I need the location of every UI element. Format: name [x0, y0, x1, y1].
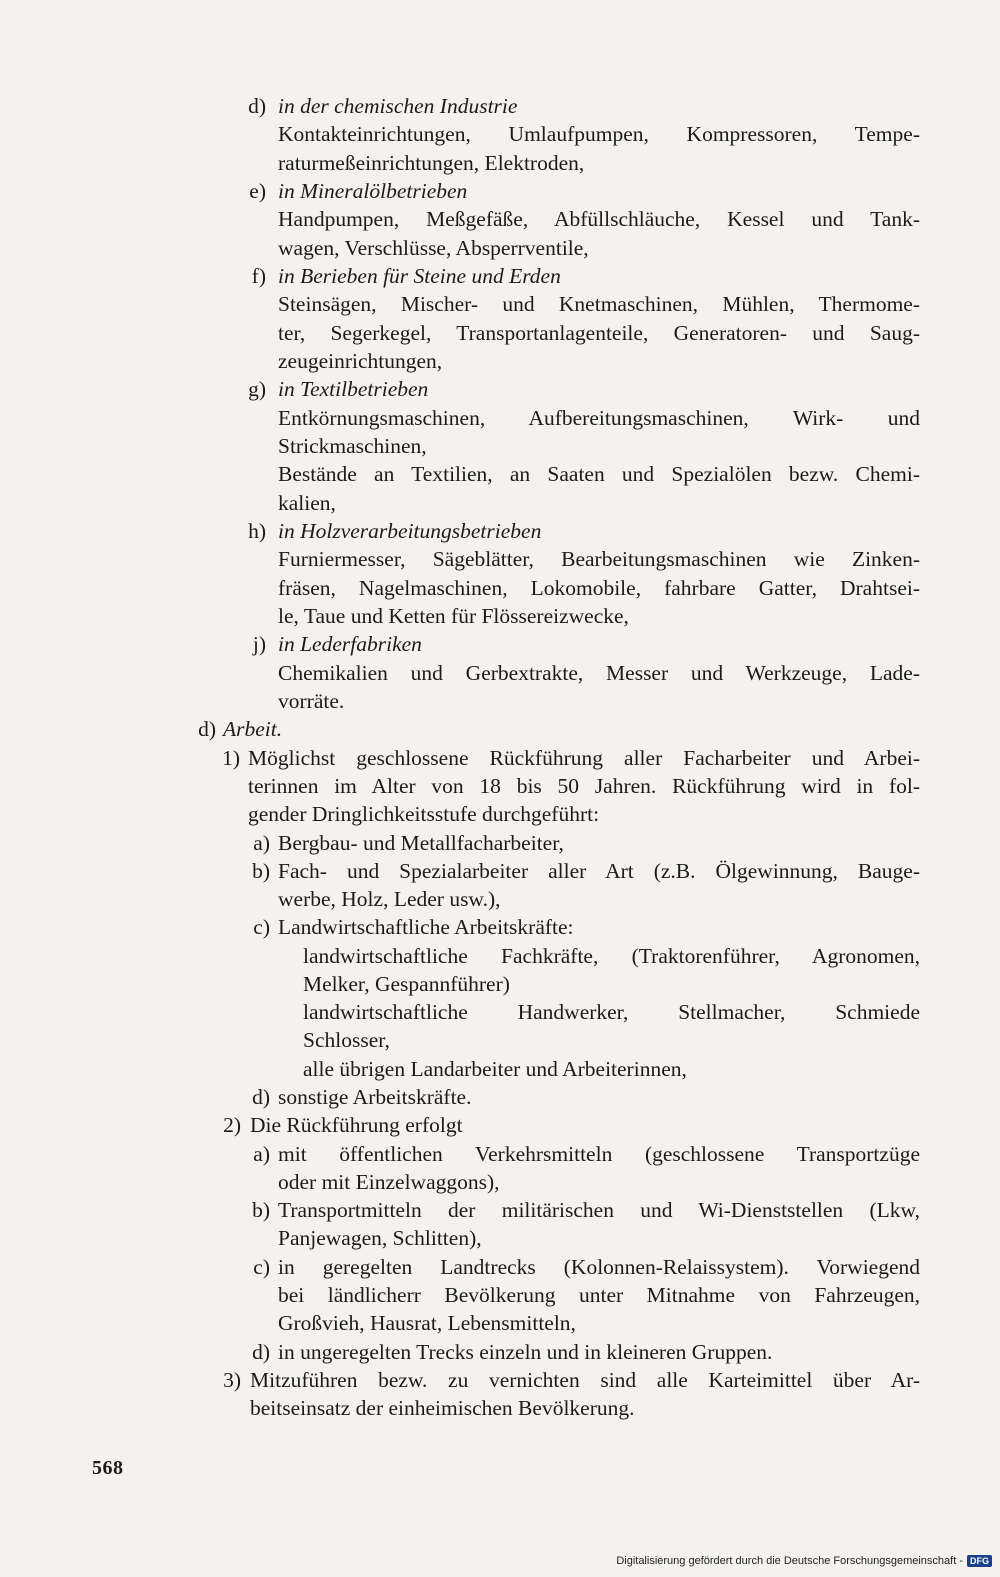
text-line: [278, 205, 920, 233]
line-text: mit öffentlichen Verkehrsmitteln (geschlossene Transportzüge: [278, 1142, 920, 1166]
line-text: Steinsägen, Mischer- und Knetmaschinen, Mühlen, Thermome-: [278, 292, 920, 316]
line-text: Die Rückführung erfolgt: [250, 1113, 463, 1137]
text-line: [250, 1394, 635, 1422]
line-text: Landwirtschaftliche Arbeitskräfte:: [278, 915, 574, 939]
line-text: Transportmitteln der militärischen und Wi-Dienststellen (Lkw,: [278, 1198, 920, 1222]
text-line: [303, 1026, 390, 1054]
text-line: [278, 319, 920, 347]
line-text: Strickmaschinen,: [278, 434, 427, 458]
text-line: [252, 1083, 472, 1111]
line-text: zeugeinrichtungen,: [278, 349, 443, 373]
section-heading: in Lederfabriken: [278, 632, 422, 656]
line-text: Panjewagen, Schlitten),: [278, 1226, 482, 1250]
list-marker: e): [249, 179, 266, 203]
text-line: [223, 1111, 463, 1139]
list-marker: a): [253, 1142, 270, 1166]
section-heading: in Mineralölbetrieben: [278, 179, 468, 203]
list-marker: d): [252, 1085, 270, 1109]
line-text: Schlosser,: [303, 1028, 390, 1052]
text-line: [278, 885, 500, 913]
line-text: Möglichst geschlossene Rückführung aller Facharbeiter und Arbei-: [248, 746, 920, 770]
text-line: [198, 715, 283, 743]
list-marker: h): [248, 519, 266, 543]
text-line: [248, 375, 429, 403]
text-line: [252, 1338, 773, 1366]
text-line: [278, 659, 920, 687]
text-line: [252, 630, 422, 658]
text-line: [278, 574, 920, 602]
line-text: Mitzuführen bezw. zu vernichten sind alle Karteimittel über Ar-: [250, 1368, 920, 1392]
list-marker: 3): [223, 1368, 241, 1392]
line-text: Furniermesser, Sägeblätter, Bearbeitungsmaschinen wie Zinken-: [278, 547, 920, 571]
list-marker: b): [252, 1198, 270, 1222]
text-line: [251, 262, 561, 290]
line-text: sonstige Arbeitskräfte.: [278, 1085, 472, 1109]
text-line: [278, 1309, 576, 1337]
section-heading: in Holzverarbeitungsbetrieben: [278, 519, 542, 543]
line-text: Bergbau- und Metallfacharbeiter,: [278, 831, 564, 855]
text-line: [278, 545, 920, 573]
list-marker: b): [252, 859, 270, 883]
line-text: Entkörnungsmaschinen, Aufbereitungsmaschinen, Wirk- und: [278, 406, 920, 430]
text-line: [278, 404, 920, 432]
section-heading: in Textilbetrieben: [278, 377, 429, 401]
text-line: [303, 970, 510, 998]
line-text: wagen, Verschlüsse, Absperrventile,: [278, 236, 589, 260]
text-line: [253, 829, 564, 857]
line-text: Fach- und Spezialarbeiter aller Art (z.B. Ölgewinnung, Bauge-: [278, 859, 920, 883]
line-text: le, Taue und Ketten für Flössereizwecke,: [278, 604, 629, 628]
text-line: [252, 1196, 920, 1224]
text-line: [303, 942, 920, 970]
list-marker: 1): [222, 746, 240, 770]
text-line: [303, 998, 920, 1026]
line-text: kalien,: [278, 491, 336, 515]
text-line: [278, 290, 920, 318]
text-line: [278, 1168, 500, 1196]
line-text: werbe, Holz, Leder usw.),: [278, 887, 501, 911]
section-heading: Arbeit.: [223, 717, 283, 741]
list-marker: d): [252, 1340, 270, 1364]
list-marker: 2): [223, 1113, 241, 1137]
line-text: bei ländlicherr Bevölkerung unter Mitnahme von Fahrzeugen,: [278, 1283, 920, 1307]
line-text: alle übrigen Landarbeiter und Arbeiterinnen,: [303, 1057, 687, 1081]
list-marker: f): [251, 264, 266, 288]
line-text: beitseinsatz der einheimischen Bevölkerung.: [250, 1396, 635, 1420]
text-line: [278, 489, 336, 517]
text-line: [253, 913, 574, 941]
text-line: [278, 602, 629, 630]
line-text: in ungeregelten Trecks einzeln und in kleineren Gruppen.: [278, 1340, 773, 1364]
section-heading: in der chemischen Industrie: [278, 94, 518, 118]
dfg-logo: DFG: [967, 1555, 992, 1567]
text-line: [248, 800, 599, 828]
text-line: [278, 432, 427, 460]
line-text: landwirtschaftliche Handwerker, Stellmacher, Schmiede: [303, 1000, 920, 1024]
section-heading: in Berieben für Steine und Erden: [278, 264, 561, 288]
text-line: [278, 120, 920, 148]
line-text: landwirtschaftliche Fachkräfte, (Traktorenführer, Agronomen,: [303, 944, 920, 968]
text-line: [278, 149, 584, 177]
page-number: 568: [92, 1457, 124, 1479]
text-line: [248, 92, 518, 120]
footer: [616, 1555, 992, 1567]
text-line: [278, 347, 442, 375]
line-text: gender Dringlichkeitsstufe durchgeführt:: [248, 802, 600, 826]
line-text: Handpumpen, Meßgefäße, Abfüllschläuche, Kessel und Tank-: [278, 207, 920, 231]
line-text: ter, Segerkegel, Transportanlagenteile, Generatoren- und Saug-: [278, 321, 920, 345]
text-line: [278, 234, 589, 262]
text-line: [278, 1224, 482, 1252]
line-text: raturmeßeinrichtungen, Elektroden,: [278, 151, 585, 175]
text-line: [248, 772, 920, 800]
list-marker: g): [248, 377, 266, 401]
text-line: [223, 1366, 920, 1394]
text-line: [222, 744, 920, 772]
line-text: oder mit Einzelwaggons),: [278, 1170, 500, 1194]
text-line: [252, 857, 920, 885]
footer-credit-text: Digitalisierung gefördert durch die Deutsche Forschungsgemeinschaft -: [616, 1555, 963, 1567]
line-text: Kontakteinrichtungen, Umlaufpumpen, Kompressoren, Tempe-: [278, 122, 920, 146]
text-line: [303, 1055, 687, 1083]
text-line: [278, 460, 920, 488]
line-text: fräsen, Nagelmaschinen, Lokomobile, fahrbare Gatter, Drahtsei-: [278, 576, 920, 600]
line-text: vorräte.: [278, 689, 345, 713]
list-marker: a): [253, 831, 270, 855]
line-text: in geregelten Landtrecks (Kolonnen-Relaissystem). Vorwiegend: [278, 1255, 920, 1279]
line-text: Chemikalien und Gerbextrakte, Messer und Werkzeuge, Lade-: [278, 661, 920, 685]
list-marker: c): [253, 1255, 270, 1279]
text-line: [249, 177, 468, 205]
text-line: [253, 1140, 920, 1168]
line-text: Bestände an Textilien, an Saaten und Spezialölen bezw. Chemi-: [278, 462, 920, 486]
text-line: [278, 1281, 920, 1309]
list-marker: j): [252, 632, 266, 656]
line-text: terinnen im Alter von 18 bis 50 Jahren. Rückführung wird in fol-: [248, 774, 920, 798]
list-marker: d): [248, 94, 266, 118]
text-line: [253, 1253, 920, 1281]
line-text: Großvieh, Hausrat, Lebensmitteln,: [278, 1311, 576, 1335]
line-text: Melker, Gespannführer): [303, 972, 510, 996]
list-marker: c): [253, 915, 270, 939]
text-line: [278, 687, 344, 715]
list-marker: d): [198, 717, 216, 741]
text-line: [248, 517, 542, 545]
